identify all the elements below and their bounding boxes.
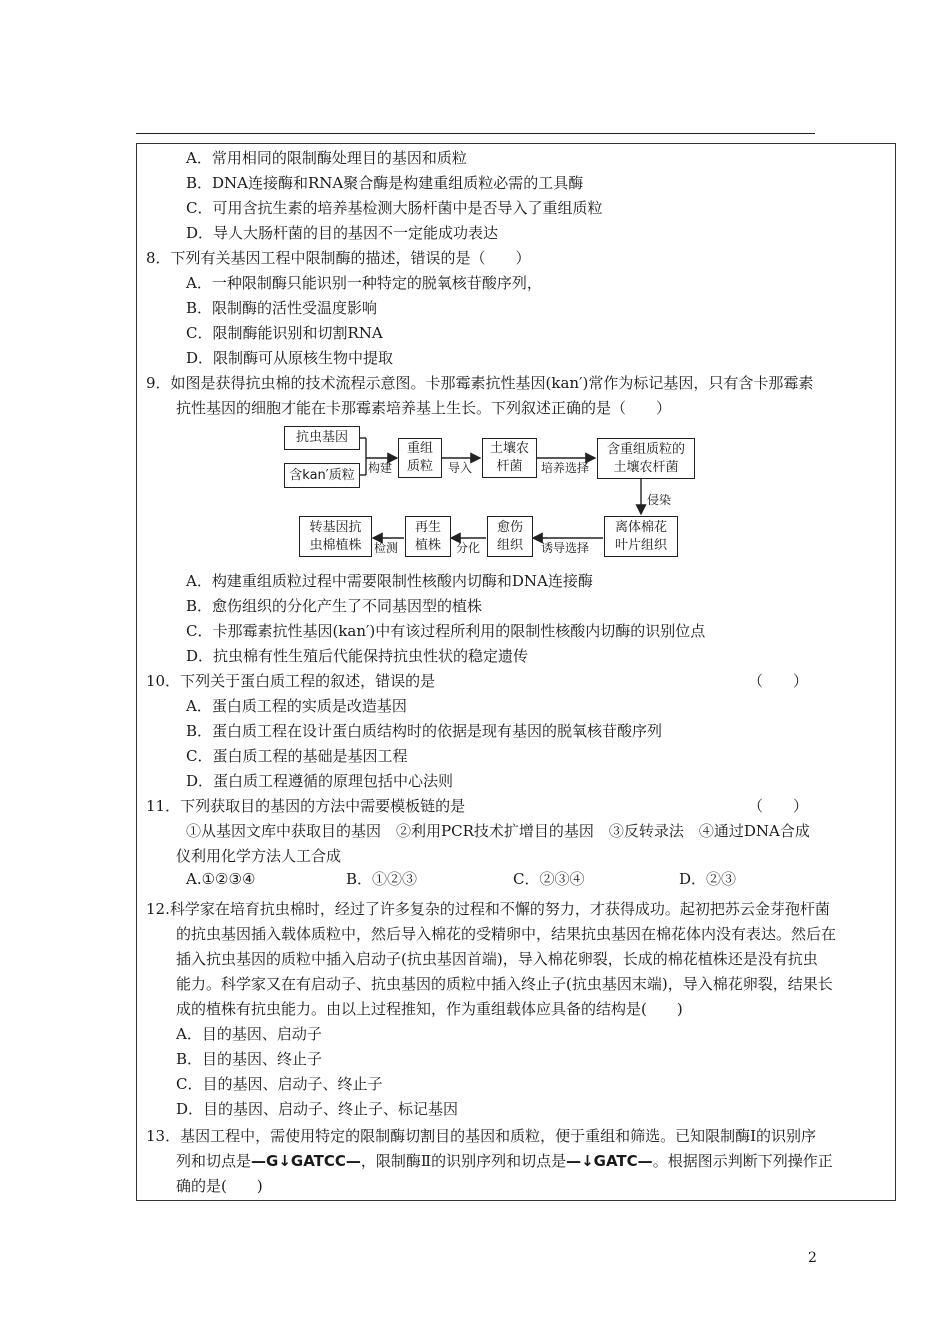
flow-box-leaf-line1: 离体棉花 <box>614 519 667 535</box>
flow-box-agro-rec-line1: 含重组质粒的 <box>606 441 685 457</box>
flow-arrows <box>0 0 950 600</box>
q8-option-a: A．一种限制酶只能识别一种特定的脱氧核苷酸序列， <box>186 274 542 292</box>
q7-option-d: D．导人大肠杆菌的目的基因不一定能成功表达 <box>186 224 499 242</box>
flow-box-leaf-tissue <box>604 516 678 557</box>
flow-box-recombinant-line1: 重组 <box>406 441 433 456</box>
q7-option-b: B．DNA连接酶和RNA聚合酶是构建重组质粒必需的工具酶 <box>186 174 584 192</box>
flow-box-plasmid <box>284 463 360 488</box>
q12-stem-line3: 插入抗虫基因的质粒中插入启动子(抗虫基因首端)，导入棉花卵裂，长成的棉花植株还是没有抗虫 <box>176 950 818 968</box>
q10-option-d: D．蛋白质工程遵循的原理包括中心法则 <box>186 772 454 790</box>
flow-box-agro-recombinant <box>597 438 695 479</box>
q10-answer-paren: （ ） <box>748 672 809 690</box>
q11-methods-line2: 仪利用化学方法人工合成 <box>176 847 342 865</box>
q13-stem-line1: 13．基因工程中，需使用特定的限制酶切割目的基因和质粒，便于重组和筛选。已知限制酶Ⅰ的识别序 <box>146 1127 817 1145</box>
enzyme1-sequence: —G↓GATCC— <box>251 1152 361 1170</box>
q12-option-a: A．目的基因、启动子 <box>176 1025 322 1043</box>
flow-label-detect: 检测 <box>374 541 399 555</box>
q9-option-d: D．抗虫棉有性生殖后代能保持抗虫性状的稳定遗传 <box>186 647 529 665</box>
flow-label-import: 导入 <box>448 461 473 475</box>
flow-box-insect-gene-label: 抗虫基因 <box>295 430 348 445</box>
flow-box-transgenic-line2: 虫棉植株 <box>309 537 362 553</box>
flow-box-regen-line2: 植株 <box>414 537 441 553</box>
q9-stem-line1: 9．如图是获得抗虫棉的技术流程示意图。卡那霉素抗性基因(kan′)常作为标记基因，只有含卡那霉素 <box>146 374 814 392</box>
q11-answer-paren: （ ） <box>748 797 809 815</box>
q8-option-c: C．限制酶能识别和切割RNA <box>186 324 383 342</box>
q11-option-a: A.①②③④ <box>186 870 256 888</box>
q12-stem-line5: 成的植株有抗虫能力。由以上过程推知，作为重组载体应具备的结构是( ) <box>176 1000 683 1018</box>
flow-box-insect-gene <box>284 426 360 450</box>
flow-box-agro-rec-line2: 土壤农杆菌 <box>613 459 679 475</box>
enzyme2-sequence: —↓GATC— <box>566 1152 653 1170</box>
flow-box-callus-line1: 愈伤 <box>496 519 523 535</box>
flow-box-callus <box>487 516 533 557</box>
flow-label-induce: 诱导选择 <box>541 541 590 555</box>
q11-methods-line1: ①从基因文库中获取目的基因 ②利用PCR技术扩增目的基因 ③反转录法 ④通过DNA合成 <box>186 822 810 840</box>
flow-box-recombinant-line2: 质粒 <box>406 459 433 474</box>
page-number: 2 <box>808 1250 817 1266</box>
q8-option-d: D．限制酶可从原核生物中提取 <box>186 349 394 367</box>
flow-label-construct: 构建 <box>368 461 393 475</box>
q10-option-b: B．蛋白质工程在设计蛋白质结构时的依据是现有基因的脱氧核苷酸序列 <box>186 722 663 740</box>
flow-box-agro-line2: 杆菌 <box>496 459 523 474</box>
flow-box-leaf-line2: 叶片组织 <box>614 537 667 553</box>
flow-box-plasmid-label: 含kan′质粒 <box>289 467 355 483</box>
flow-box-recombinant-plasmid <box>398 438 442 478</box>
q13-stem-line2 <box>176 1151 833 1171</box>
q13-line2-part-a: 列和切点是 <box>176 1152 252 1170</box>
q10-option-a: A．蛋白质工程的实质是改造基因 <box>186 697 407 715</box>
q12-option-c: C．目的基因、启动子、终止子 <box>176 1075 383 1093</box>
flow-box-callus-line2: 组织 <box>496 537 523 553</box>
q11-option-b: B．①②③ <box>346 870 418 888</box>
q13-line2-part-c: 。根据图示判断下列操作正 <box>652 1152 833 1170</box>
q7-option-c: C．可用含抗生素的培养基检测大肠杆菌中是否导入了重组质粒 <box>186 199 603 217</box>
q13-stem-line3: 确的是( ) <box>176 1177 263 1195</box>
q11-stem: 11．下列获取目的基因的方法中需要模板链的是 <box>146 797 466 815</box>
q8-option-b: B．限制酶的活性受温度影响 <box>186 299 378 317</box>
flow-box-regen-line1: 再生 <box>414 519 441 535</box>
q9-option-a: A．构建重组质粒过程中需要限制性核酸内切酶和DNA连接酶 <box>186 572 593 590</box>
q12-option-d: D．目的基因、启动子、终止子、标记基因 <box>176 1100 459 1118</box>
flow-label-infect: 侵染 <box>647 493 672 507</box>
q12-stem-line1: 12.科学家在培育抗虫棉时，经过了许多复杂的过程和不懈的努力，才获得成功。起初把苏云金芽孢杆菌 <box>146 900 830 918</box>
q9-option-b: B．愈伤组织的分化产生了不同基因型的植株 <box>186 597 483 615</box>
flow-box-agrobacterium <box>482 438 537 478</box>
flow-box-transgenic-line1: 转基因抗 <box>309 519 362 535</box>
q12-stem-line4: 能力。科学家又在有启动子、抗虫基因的质粒中插入终止子(抗虫基因末端)，导入棉花卵裂，结果长 <box>176 975 833 993</box>
q9-option-c: C．卡那霉素抗性基因(kan′)中有该过程所利用的限制性核酸内切酶的识别位点 <box>186 622 706 640</box>
q7-option-a: A．常用相同的限制酶处理目的基因和质粒 <box>186 149 467 167</box>
flow-box-agro-line1: 土壤农 <box>489 441 529 456</box>
q8-stem: 8．下列有关基因工程中限制酶的描述，错误的是（ ） <box>146 249 531 267</box>
q12-option-b: B．目的基因、终止子 <box>176 1050 323 1068</box>
q11-option-c: C．②③④ <box>513 870 585 888</box>
flow-box-transgenic <box>299 516 372 557</box>
q9-stem-line2: 抗性基因的细胞才能在卡那霉素培养基上生长。下列叙述正确的是（ ） <box>176 399 672 417</box>
q11-option-d: D．②③ <box>679 870 737 888</box>
q10-stem: 10．下列关于蛋白质工程的叙述，错误的是 <box>146 672 436 690</box>
flow-label-diff: 分化 <box>456 541 481 555</box>
flow-label-culture: 培养选择 <box>541 461 590 475</box>
q12-stem-line2: 的抗虫基因插入载体质粒中，然后导入棉花的受精卵中，结果抗虫基因在棉花体内没有表达。然后在 <box>176 925 837 943</box>
q13-line2-part-b: ，限制酶Ⅱ的识别序列和切点是 <box>360 1152 567 1170</box>
q10-option-c: C．蛋白质工程的基础是基因工程 <box>186 747 408 765</box>
flow-box-regenerated <box>405 516 451 557</box>
